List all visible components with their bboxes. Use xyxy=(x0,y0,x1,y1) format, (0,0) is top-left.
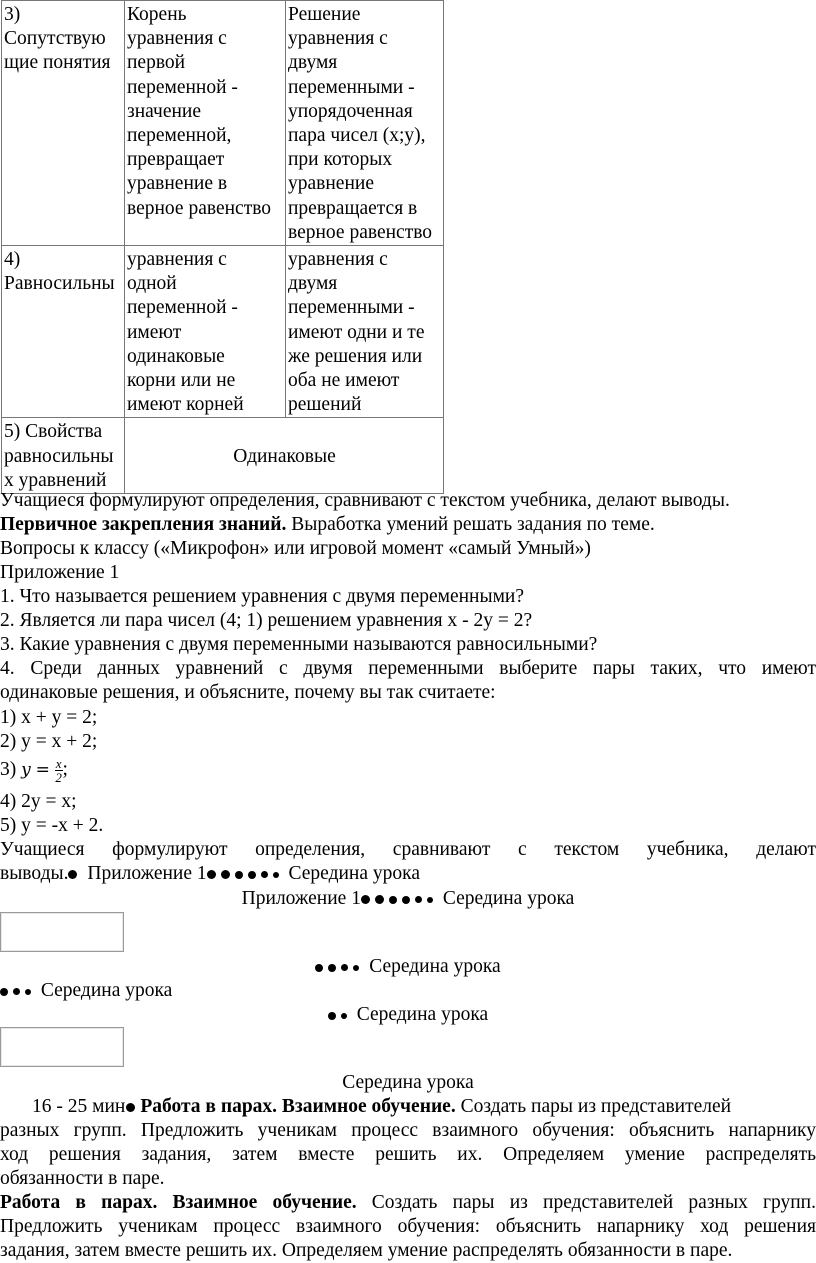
paragraph xyxy=(32,1095,731,1119)
cell-line: уравнение xyxy=(288,173,374,195)
centered-line xyxy=(0,1003,816,1027)
centered-line xyxy=(0,955,816,979)
paragraph xyxy=(0,862,420,886)
question: 2. Является ли пара чисел (4; 1) решением уравнения x - 2y = 2? xyxy=(0,610,533,631)
equation: 2) y = x + 2; xyxy=(0,731,98,752)
paragraph-text: Приложение 1 xyxy=(241,888,361,909)
cell-line: упорядоченная xyxy=(288,100,413,122)
equation: 5) y = -x + 2. xyxy=(0,815,104,836)
table-cell xyxy=(2,246,125,418)
bullet-icon xyxy=(0,988,8,996)
bullet-icon xyxy=(68,870,77,879)
question: одинаковые решения, и объясните, почему вы так считаете: xyxy=(0,682,496,703)
bullet-icon xyxy=(207,870,216,879)
bullet-icon xyxy=(341,964,348,971)
cell-line: двумя xyxy=(288,52,338,74)
paragraph: ход решения задания, затем вместе решить их. Определяем умение распределять xyxy=(0,1144,816,1165)
bullet-icon xyxy=(261,871,268,878)
cell-line: Равносильны xyxy=(4,273,115,295)
paragraph-text: Середина урока xyxy=(36,980,173,1001)
cell-line: 3) xyxy=(4,4,21,25)
table-cell xyxy=(2,1,125,246)
cell-line: одинаковые xyxy=(127,345,225,367)
question: 3. Какие уравнения с двумя переменными называются равносильными? xyxy=(0,634,598,655)
cell-line: корни или не xyxy=(127,370,236,392)
bullet-icon xyxy=(427,897,433,903)
question: 1. Что называется решением уравнения с двумя переменными? xyxy=(0,586,525,607)
math-equals: = xyxy=(35,759,50,780)
bullet-icon xyxy=(221,870,230,879)
cell-line: уравнения с xyxy=(127,28,227,50)
cell-line: переменной, xyxy=(127,125,232,147)
bullet-icon xyxy=(375,895,384,904)
bullet-icon xyxy=(126,1103,135,1112)
cell-line: Сопутствую xyxy=(4,28,106,50)
table-cell xyxy=(286,1,444,246)
centered-line: Середина урока xyxy=(342,1072,474,1093)
cell-line: пара чисел (х;у), xyxy=(288,125,426,147)
table-row xyxy=(2,246,444,418)
cell-line: щие понятия xyxy=(4,52,111,74)
bullet-icon xyxy=(235,871,243,879)
cell-line: же решения или xyxy=(288,345,423,367)
cell-line: Корень xyxy=(127,4,187,25)
cell-line: верное равенство xyxy=(288,221,433,243)
centered-line xyxy=(0,887,816,911)
paragraph-text: выводы. xyxy=(0,863,69,884)
cell-line: двумя xyxy=(288,273,338,295)
cell-line: переменными - xyxy=(288,297,415,319)
paragraph: обязанности в паре. xyxy=(0,1168,165,1189)
bullet-icon xyxy=(415,896,422,903)
cell-line: имеют xyxy=(127,321,182,343)
cell-line: уравнения с xyxy=(288,249,388,271)
table-cell xyxy=(125,1,286,246)
cell-line: уравнения с xyxy=(288,28,388,50)
empty-box xyxy=(0,912,124,952)
cell-line: х уравнений xyxy=(4,469,107,491)
paragraph-text: Выработка умений решать задания по теме. xyxy=(286,514,655,535)
table-row xyxy=(2,418,444,494)
paragraph-text: Создать пары из представителей разных групп. xyxy=(356,1192,816,1213)
paragraph: задания, затем вместе решить их. Определяем умение распределять обязанности в паре. xyxy=(0,1240,733,1261)
cell-line: переменной - xyxy=(127,297,238,319)
bullet-icon xyxy=(389,896,397,904)
fraction-denominator: 2 xyxy=(55,770,62,785)
paragraph xyxy=(0,979,172,1003)
cell-line: значение xyxy=(127,100,202,122)
paragraph-text: Середина урока xyxy=(351,1004,489,1025)
bullet-icon xyxy=(13,988,20,995)
paragraph-text: Приложение 1 xyxy=(82,863,207,884)
cell-line: превращает xyxy=(127,149,225,171)
cell-line: переменной - xyxy=(127,76,238,98)
paragraph: Вопросы к классу («Микрофон» или игровой момент «самый Умный») xyxy=(0,538,591,559)
bullet-icon xyxy=(361,895,370,904)
question: 4. Среди данных уравнений с двумя переменными выберите пары таких, что имеют xyxy=(0,658,816,679)
table-cell xyxy=(125,246,286,418)
table-cell xyxy=(2,418,125,494)
table-row xyxy=(2,1,444,246)
cell-line: равносильны xyxy=(4,445,114,467)
paragraph xyxy=(0,1191,816,1215)
cell-line: 4) xyxy=(4,249,21,271)
cell-line: превращается в xyxy=(288,197,418,219)
paragraph-text: Создать пары из представителей xyxy=(455,1096,732,1117)
merged-cell: Одинаковые xyxy=(125,418,444,494)
cell-line: уравнение в xyxy=(127,173,228,195)
equation-suffix: ; xyxy=(62,758,68,780)
paragraph: разных групп. Предложить ученикам процесс взаимного обучения: объяснить напарнику xyxy=(0,1120,816,1141)
bullet-icon xyxy=(402,896,410,904)
bold-heading: Работа в парах. Взаимное обучение. xyxy=(140,1096,456,1117)
cell-line: имеют корней xyxy=(127,394,244,416)
empty-box xyxy=(0,1027,124,1067)
paragraph-text: Середина урока xyxy=(283,863,420,884)
math-fraction xyxy=(55,757,63,784)
bullet-icon xyxy=(315,964,323,972)
paragraph-text: Середина урока xyxy=(364,956,501,977)
cell-line: решений xyxy=(288,394,362,416)
paragraph: Приложение 1 xyxy=(0,562,120,583)
table-cell xyxy=(286,246,444,418)
cell-line: при которых xyxy=(288,149,393,171)
bullet-icon xyxy=(248,871,256,879)
cell-line: Решение xyxy=(288,4,361,25)
bullet-icon xyxy=(328,1012,336,1020)
bullet-icon xyxy=(353,965,359,971)
cell-line: имеют одни и те xyxy=(288,321,425,343)
equation xyxy=(0,757,68,784)
paragraph: Учащиеся формулируют определения, сравнивают с текстом учебника, делают выводы. xyxy=(0,490,730,511)
math-variable: y xyxy=(21,759,31,780)
cell-line: уравнения с xyxy=(127,249,227,271)
cell-line: переменными - xyxy=(288,76,415,98)
equation: 1) x + y = 2; xyxy=(0,707,98,728)
bullet-icon xyxy=(328,964,336,972)
bold-heading: Первичное закрепления знаний. xyxy=(0,514,287,535)
comparison-table xyxy=(1,0,444,494)
equation-prefix: 3) xyxy=(0,758,22,780)
bullet-icon xyxy=(341,1013,347,1019)
bold-heading: Работа в парах. Взаимное обучение. xyxy=(0,1192,357,1213)
cell-line: верное равенство xyxy=(127,197,272,219)
paragraph: Учащиеся формулируют определения, сравнивают с текстом учебника, делают xyxy=(0,839,816,860)
paragraph xyxy=(0,513,655,537)
cell-line: 5) Свойства xyxy=(4,421,103,443)
cell-line: одной xyxy=(127,273,177,295)
bullet-icon xyxy=(273,872,279,878)
cell-line: первой xyxy=(127,52,186,74)
equation: 4) 2y = x; xyxy=(0,791,77,812)
cell-line: оба не имеют xyxy=(288,370,400,392)
time-label: 16 - 25 мин xyxy=(32,1096,126,1117)
paragraph-text: Середина урока xyxy=(437,888,575,909)
bullet-icon xyxy=(25,989,31,995)
paragraph: Предложить ученикам процесс взаимного обучения: объяснить напарнику ход решения xyxy=(0,1216,816,1237)
fraction-numerator: x xyxy=(55,756,62,771)
